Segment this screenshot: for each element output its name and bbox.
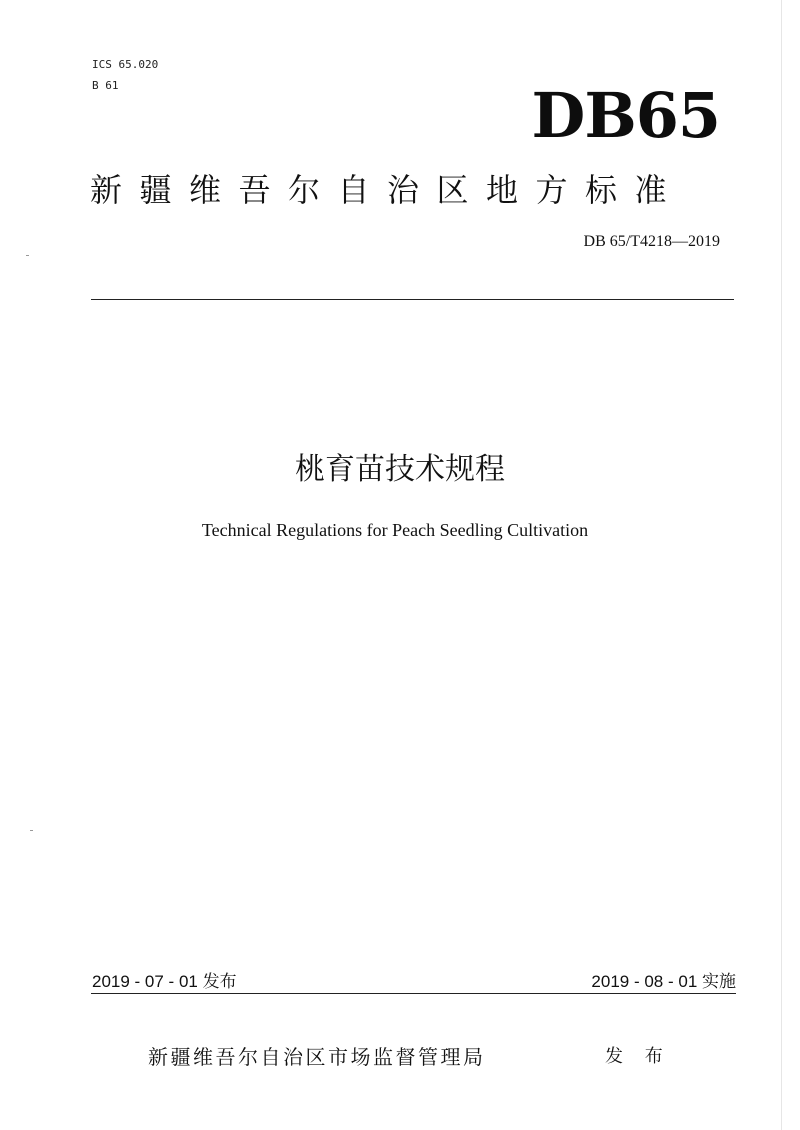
standard-type-heading: 新疆维吾尔自治区地方标准 [90,171,685,209]
document-title-english: Technical Regulations for Peach Seedling Cultivation [201,520,589,540]
publisher-name: 新疆维吾尔自治区市场监督管理局 [148,1045,486,1069]
ics-code: ICS 65.020 [92,58,159,71]
implementation-date: 2019 - 08 - 01 实施 [591,972,736,991]
standard-number: DB 65/T4218—2019 [583,233,720,250]
scan-artifact [30,830,33,831]
publish-label: 发 布 [605,1046,671,1067]
classification-code: B 61 [92,79,119,92]
issue-date: 2019 - 07 - 01 发布 [92,972,237,991]
scan-edge-line [781,0,782,1130]
document-title-chinese: 桃育苗技术规程 [295,452,505,487]
footer-divider [91,993,736,994]
scan-artifact [26,255,29,256]
standard-mark: DB65 [531,79,720,152]
header-divider [91,299,734,300]
